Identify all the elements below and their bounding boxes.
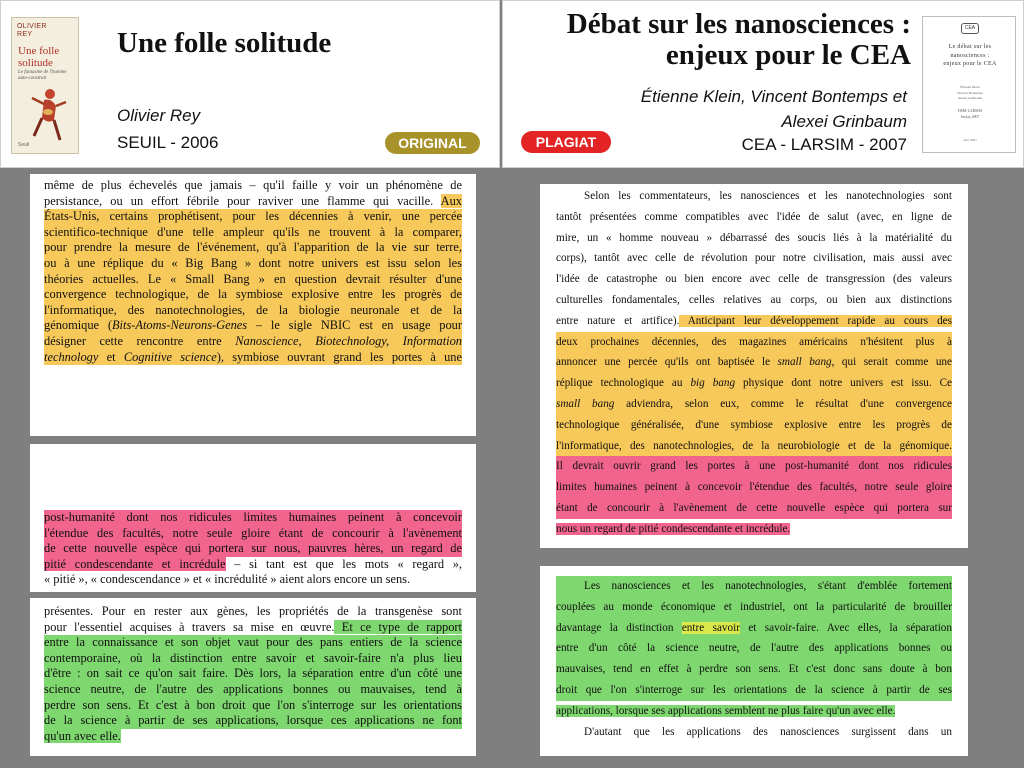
highlight-yellow: théories actuelles. Le « Small Bang » en question devrait résulter d'une: [44, 271, 462, 286]
text-span: ),: [216, 349, 224, 364]
highlight-yellow: [556, 373, 952, 394]
text-line: « pitié », « condescendance » et « incrédulité » aient alors encore un sens.: [44, 572, 411, 587]
highlight-yellow: pour prendre la mesure de l'événement, qu'à l'apparition de la vie sur terre,: [44, 240, 462, 255]
cover-doc-title-l1: Le débat sur les: [948, 44, 992, 50]
highlight-green: Les nanosciences et les nanotechnologies, s'étant d'emblée fortement: [556, 576, 952, 597]
text-line: [44, 194, 462, 210]
text-italic: technology: [44, 349, 99, 364]
original-author: Olivier Rey: [117, 106, 201, 125]
cea-logo-icon: CEA: [961, 23, 979, 34]
text-line: [556, 519, 952, 540]
highlight-yellow: [44, 318, 462, 334]
text-line: [44, 557, 462, 573]
highlight-green: perdre son sens. Et c'est à bon droit que l'on s'interroge sur les orientations: [44, 697, 462, 712]
text-line: culturelles fondamentales, celles relatives au corps, ou bien aux distinctions: [556, 293, 952, 306]
text-span: adviendra, selon eux, comme le résultat d'une convergence: [614, 397, 952, 410]
plagiat-excerpt-1: [540, 184, 968, 548]
plagiat-badge: PLAGIAT: [521, 131, 611, 153]
highlight-yellow: ou à une réplique du « Big Bang » dont notre univers est issu selon les: [44, 255, 462, 270]
highlight-green: Et ce type de rapport: [334, 619, 462, 634]
cover-doc-date: Juin 2007: [963, 138, 977, 142]
highlight-green: mauvaises, tend en effet à perdre son sens. Et c'est donc sans doute à bon: [556, 659, 952, 680]
text-line: tantôt présentées comme compatibles avec l'idée de salut (avec, en ligne de: [556, 210, 952, 223]
highlight-green: droit que l'on s'interroge sur les orientations de la science à partir de ses: [556, 680, 952, 701]
highlight-green: contemporaine, où la distinction entre savoir et savoir-faire n'a plus lieu: [44, 650, 462, 665]
text-line: l'idée de catastrophe ou bien encore avec celle de transgression (des valeurs: [556, 273, 952, 286]
original-badge: ORIGINAL: [385, 132, 480, 154]
highlight-yellow: [44, 350, 462, 366]
cover-doc-lab-l1: DSM-LARSIM: [958, 109, 982, 113]
highlight-pink: nous un regard de pitié condescendante et incrédule.: [556, 522, 791, 535]
text-span: persistance, ou un effort fébrile pour raviver une flamme qui vacille.: [44, 193, 434, 208]
highlight-yellow: scientifico-technique d'une telle ampleur qu'ils ne trouvent à la comparer,: [44, 224, 462, 239]
cover-doc-lab-l2: Saclay 2007: [960, 114, 980, 119]
original-excerpt-2: [30, 444, 476, 592]
highlight-green: science neutre, de l'autre des applications bonnes ou mauvaises, tend à: [44, 681, 462, 696]
highlight-yellow: convergence technologique, de la symbiose explosive entre les progrès de: [44, 287, 462, 302]
text-line: D'autant que les applications des nanosciences surgissent dans un: [584, 725, 952, 738]
cover-doc-author-3: Alexei Grinbaum: [957, 96, 983, 101]
text-line: Selon les commentateurs, les nanosciences et les nanotechnologies sont: [584, 190, 952, 202]
plagiat-publisher: CEA - LARSIM - 2007: [741, 135, 907, 154]
text-span: – si tant est que les mots « regard »,: [225, 556, 462, 571]
text-span: physique dont notre univers est issu. Ce: [735, 377, 952, 390]
highlight-green: qu'un avec elle.: [44, 728, 121, 743]
cover-doc-title-l3: enjeux pour le CEA: [943, 61, 997, 68]
text-span: génomique (: [44, 318, 112, 333]
highlight-yellow: deux prochaines décennies, des magazines américains n'hésitent plus à: [556, 332, 952, 353]
text-italic: Cognitive science: [123, 349, 217, 364]
text-italic: small bang: [556, 397, 615, 410]
highlight-yellow: technologique généralisée, d'une symbiose explosive entre les progrès de: [556, 415, 952, 436]
highlight-pink: pitié condescendante et incrédule: [44, 556, 226, 571]
text-span: et: [98, 349, 124, 364]
text-span: entre nature et artifice).: [556, 314, 680, 327]
highlight-pink: post-humanité dont nos ridicules limites humaines peinent à concevoir: [44, 510, 462, 524]
plagiat-excerpt-2: [540, 566, 968, 756]
highlight-green: applications, lorsque ses applications semblent ne plus faire qu'un avec elle.: [556, 704, 896, 717]
text-line: corps), tantôt avec celle de révolution pour notre civilisation, mais aussi avec: [556, 252, 952, 265]
highlight-yellow: [44, 334, 462, 350]
cover-author: OLIVIER REY: [17, 23, 47, 38]
cover-doc-title-l2: nanosciences :: [950, 52, 990, 59]
highlight-overlap: entre savoir: [681, 621, 740, 634]
original-book-cover: [11, 17, 79, 154]
plagiat-title: [567, 9, 911, 72]
text-span: – le sigle NBIC est en usage pour: [247, 318, 463, 333]
original-header: [0, 0, 500, 168]
highlight-pink: Il devrait ouvrir grand les portes à une post-humanité dont nos ridicules: [556, 456, 952, 477]
text-italic: Bits-Atoms-Neurons-Genes: [111, 318, 248, 333]
original-publisher: SEUIL - 2006: [117, 133, 219, 152]
text-span: et savoir-faire. Avec elles, la séparation: [739, 621, 952, 634]
highlight-green: couplées au monde économique et industriel, ont la particularité de brouiller: [556, 597, 952, 618]
text-span: , qui serait comme une: [831, 356, 952, 369]
text-line: [556, 311, 952, 332]
highlight-yellow: [556, 352, 952, 373]
text-span: annoncer une percée qu'ils ont baptisée le: [556, 356, 778, 369]
original-excerpt-1: [30, 174, 476, 436]
highlight-yellow: Aux: [440, 193, 462, 208]
highlight-pink: étant de concourir à l'avènement de cette nouvelle espèce qui portera sur: [556, 498, 952, 519]
plagiat-authors-line1: Étienne Klein, Vincent Bontemps et: [640, 87, 907, 106]
highlight-green: entre la connaissance et son objet vaut pour des pans entiers de la science: [44, 635, 462, 650]
plagiat-authors: [577, 85, 907, 134]
text-line: [44, 729, 462, 745]
original-excerpt-3: [30, 598, 476, 756]
cover-doc-authors: [929, 85, 1011, 102]
highlight-green: de la science à partir de ses applications, lorsque ces applications ne font: [44, 713, 462, 728]
cover-doc-title: [929, 43, 1011, 69]
highlight-green: d'être : on sait ce qu'on sait faire. Dès lors, la séparation entre d'un côté une: [44, 666, 462, 681]
text-line: même de plus échevelés que jamais – qu'il faille y voir un phénomène de: [44, 178, 462, 192]
text-span: réplique technologique au: [556, 377, 691, 390]
highlight-pink: de cette nouvelle espèce qui portera sur nous, pauvres hères, un regard de: [44, 541, 462, 556]
text-italic: big bang: [690, 377, 736, 390]
cover-doc-lab: [929, 109, 1011, 120]
highlight-yellow: États-Unis, certains prophétisent, pour les décennies à venir, une percée: [44, 209, 462, 224]
text-italic: Nanoscience, Biotechnology, Information: [235, 333, 462, 348]
highlight-yellow: [556, 394, 952, 415]
highlight-yellow: Anticipant leur développement rapide au cours des: [679, 314, 952, 327]
highlight-pink: l'étendue des facultés, notre seule gloire étant de concourir à l'avènement: [44, 525, 462, 540]
cover-illustration-icon: [26, 84, 70, 144]
plagiat-title-line2: enjeux pour le CEA: [665, 39, 911, 72]
text-span: désigner cette rencontre entre: [44, 333, 236, 348]
plagiat-document-cover: [922, 16, 1016, 153]
plagiat-authors-line2: Alexei Grinbaum: [781, 111, 907, 131]
text-line: mire, un « homme nouveau » débarrassé des soucis liés à la matérialité du: [556, 231, 952, 244]
highlight-green: [556, 618, 952, 639]
text-span: symbiose ouvrant grand les portes à une: [223, 349, 463, 364]
cover-doc-author-1: Étienne Klein: [960, 85, 980, 89]
text-line: présentes. Pour en rester aux gènes, les propriétés de la transgenèse sont: [44, 604, 462, 618]
cover-doc-author-2: Vincent Bontemps: [957, 90, 983, 95]
cover-subtitle: Le fantasme de l'homme auto-construit: [18, 70, 67, 81]
cover-title: Une folle solitude: [18, 45, 60, 69]
text-span: pour l'essentiel acquises à travers sa mise en œuvre.: [44, 619, 335, 634]
text-italic: small bang: [777, 356, 832, 369]
text-line: [44, 620, 462, 636]
text-span: davantage la distinction: [556, 621, 682, 634]
original-title: Une folle solitude: [117, 27, 332, 59]
text-line: [556, 701, 952, 722]
highlight-pink: limites humaines peinent à concevoir l'étendue des facultés, notre seule gloire: [556, 477, 952, 498]
highlight-yellow: l'informatique, des nanotechnologies, de la biologie neuronale et de la: [44, 302, 462, 317]
cover-publisher: Seuil: [18, 142, 30, 148]
plagiat-title-line1: Débat sur les nanosciences :: [566, 8, 911, 40]
highlight-yellow: l'informatique, des nanotechnologies, de la neurobiologie et de la génomique.: [556, 436, 952, 457]
highlight-green: entre d'un côté la science neutre, de l'autre des applications bonnes ou: [556, 638, 952, 659]
